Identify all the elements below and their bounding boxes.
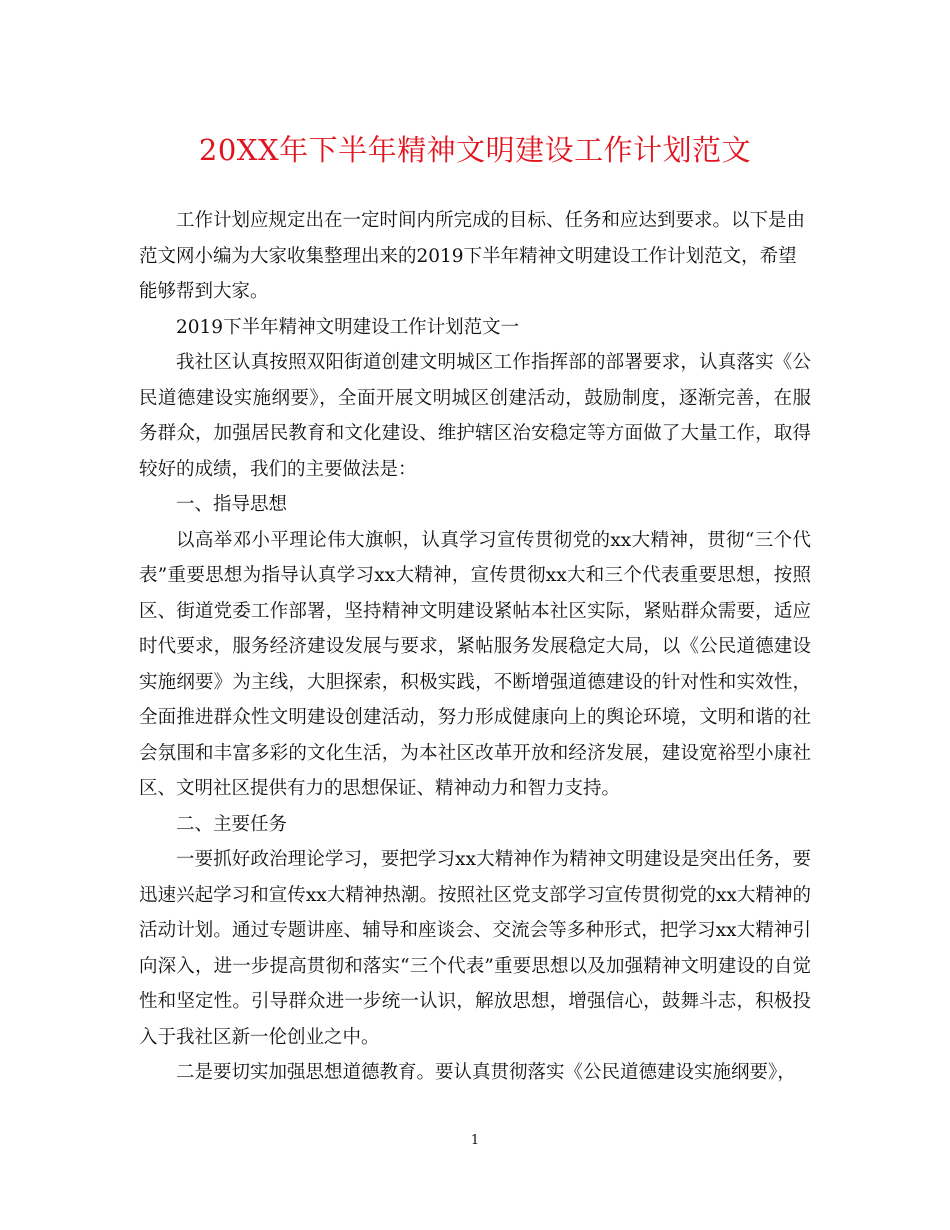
page-number: 1 bbox=[470, 1133, 480, 1148]
body-paragraph: 一要抓好政治理论学习，要把学习xx大精神作为精神文明建设是突出任务，要迅速兴起学习和宣传xx大精神热潮。按照社区党支部学习宣传贯彻党的xx大精神的活动计划。通过专题讲座、辅导和座谈会、交流会等多种形式，把学习xx大精神引向深入，进一步提高贯彻和落实“三个代表”重要思想以及加强精神文明建设的自觉性和坚定性。引导群众进一步统一认识，解放思想，增强信心，鼓舞斗志，积极投入于我社区新一伦创业之中。 bbox=[139, 849, 811, 1048]
body-paragraph: 以高举邓小平理论伟大旗帜，认真学习宣传贯彻党的xx大精神，贯彻“三个代表”重要思想为指导认真学习xx大精神，宣传贯彻xx大和三个代表重要思想，按照区、街道党委工作部署，坚持精神文明建设紧帖本社区实际，紧贴群众需要，适应时代要求，服务经济建设发展与要求，紧帖服务发展稳定大局，以《公民道德建设实施纲要》为主线，大胆探索，积极实践，不断增强道德建设的针对性和实效性，全面推进群众性文明建设创建活动，努力形成健康向上的舆论环境，文明和谐的社会氛围和丰富多彩的文化生活，为本社区改革开放和经济发展，建设宽裕型小康社区、文明社区提供有力的思想保证、精神动力和智力支持。 bbox=[139, 529, 811, 799]
page-title: 20XX年下半年精神文明建设工作计划范文 bbox=[198, 133, 752, 167]
document-body bbox=[139, 203, 811, 1091]
body-paragraph: 我社区认真按照双阳街道创建文明城区工作指挥部的部署要求，认真落实《公民道德建设实施纲要》，全面开展文明城区创建活动，鼓励制度，逐渐完善，在服务群众，加强居民教育和文化建设、维护辖区治安稳定等方面做了大量工作，取得较好的成绩，我们的主要做法是： bbox=[139, 352, 811, 480]
body-paragraph: 二是要切实加强思想道德教育。要认真贯彻落实《公民道德建设实施纲要》， bbox=[176, 1062, 796, 1083]
intro-paragraph: 工作计划应规定出在一定时间内所完成的目标、任务和应达到要求。以下是由范文网小编为大家收集整理出来的2019下半年精神文明建设工作计划范文，希望能够帮到大家。 bbox=[139, 210, 806, 302]
section-subtitle: 2019下半年精神文明建设工作计划范文一 bbox=[176, 316, 520, 338]
section-heading-main-tasks: 二、主要任务 bbox=[176, 813, 288, 835]
section-heading-guiding-ideology: 一、指导思想 bbox=[176, 494, 288, 515]
